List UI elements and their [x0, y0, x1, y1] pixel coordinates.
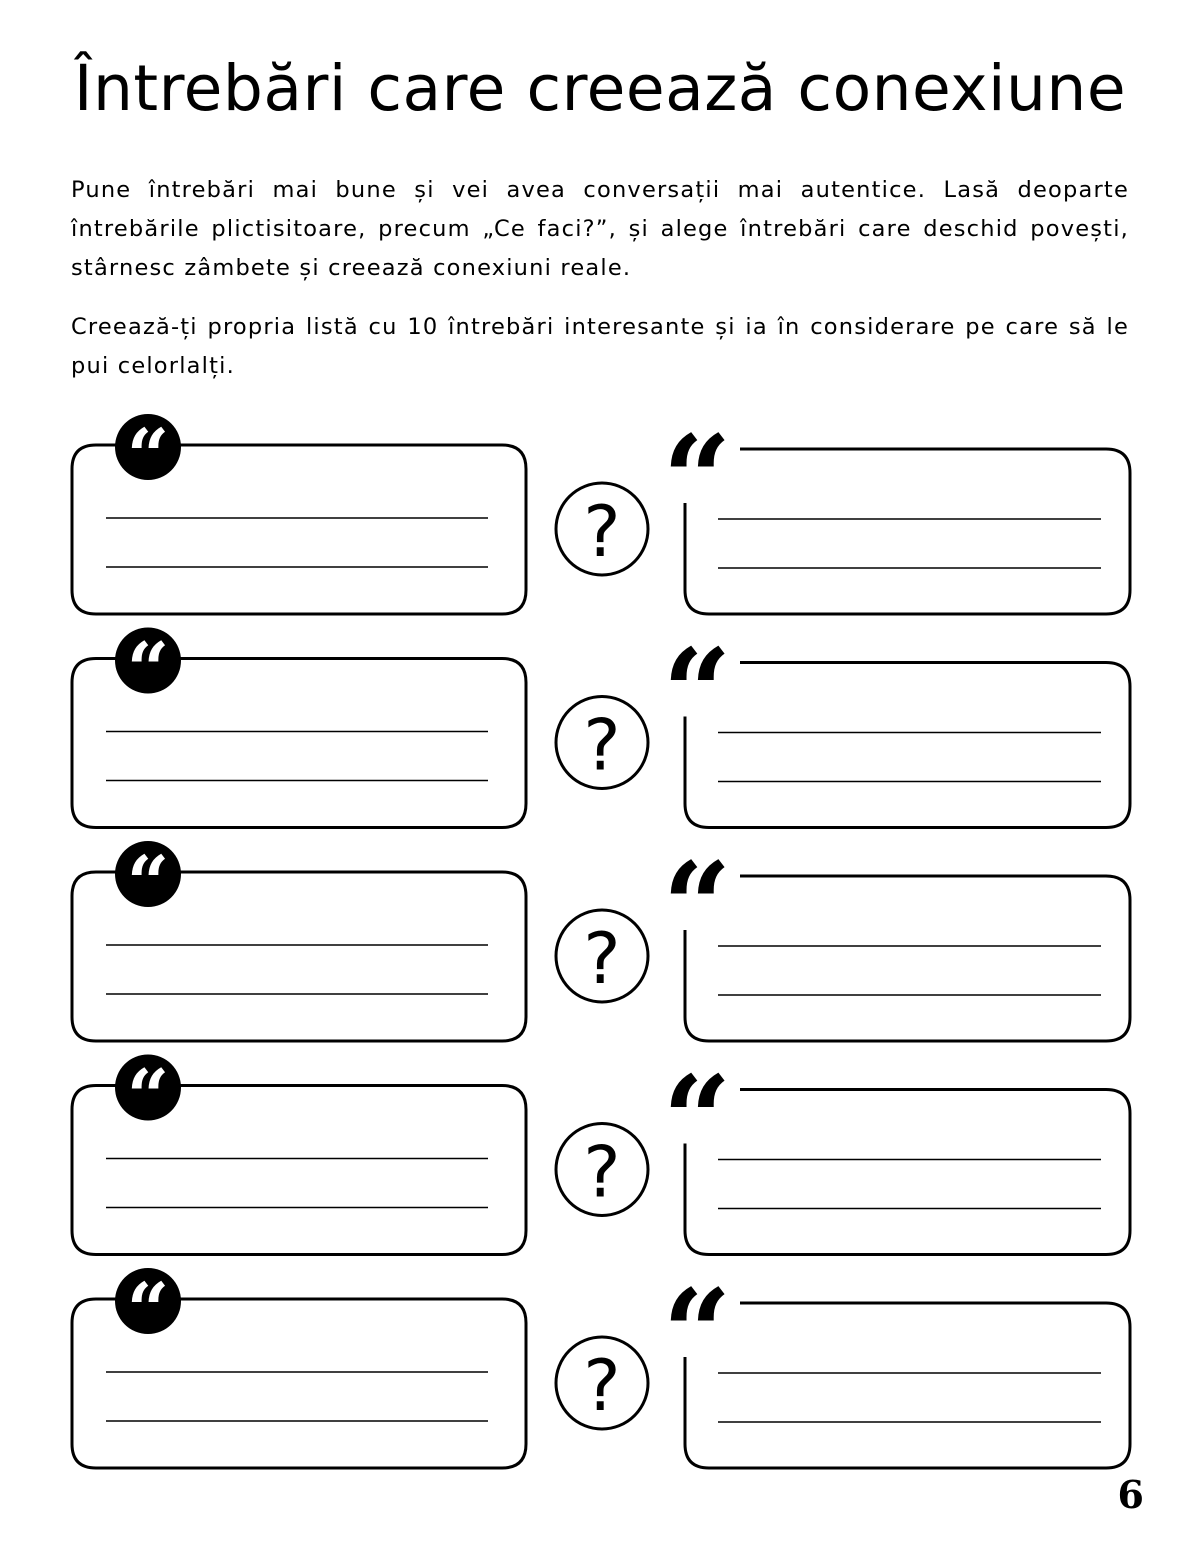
- question-circle-icon: [556, 1337, 648, 1429]
- right-answer-box: [685, 663, 1130, 828]
- svg-text:“: “: [126, 841, 170, 927]
- question-circle-icon: [556, 910, 648, 1002]
- svg-text:?: ?: [583, 918, 621, 1000]
- question-circle-icon: [556, 697, 648, 789]
- quote-badge-icon: [115, 628, 181, 714]
- quote-mark-icon: “: [662, 1049, 732, 1191]
- page-title: Întrebări care creează conexiune: [73, 52, 1127, 125]
- quote-mark-icon: “: [662, 1263, 732, 1404]
- worksheet-row: [72, 623, 1130, 828]
- right-answer-box: [685, 876, 1130, 1041]
- svg-text:“: “: [126, 414, 170, 500]
- worksheet-row: [72, 1263, 1130, 1468]
- intro-paragraph: Pune întrebări mai bune și vei avea conversații mai autentice. Lasă deoparte întrebările plictisitoare, precum „Ce faci?”, și alege întrebări care deschid povești, stârnesc zâmbete și creează conexiuni reale.: [71, 177, 1129, 281]
- svg-text:“: “: [126, 1268, 170, 1354]
- svg-text:“: “: [126, 627, 170, 714]
- quote-mark-icon: “: [662, 836, 732, 977]
- svg-text:?: ?: [583, 1345, 621, 1427]
- question-circle-icon: [556, 483, 648, 575]
- svg-text:?: ?: [583, 1131, 621, 1214]
- quote-badge-icon: [115, 1268, 181, 1354]
- page-number: 6: [1117, 1472, 1144, 1517]
- svg-text:?: ?: [583, 704, 621, 787]
- question-circle-icon: [556, 1124, 648, 1216]
- worksheet-row: [72, 836, 1130, 1041]
- svg-text:?: ?: [583, 491, 621, 573]
- worksheet-row: [72, 1050, 1130, 1255]
- right-answer-box: [685, 1090, 1130, 1255]
- quote-badge-icon: [115, 414, 181, 500]
- quote-mark-icon: “: [662, 622, 732, 764]
- svg-text:“: “: [126, 1054, 170, 1141]
- worksheet-row: [72, 409, 1130, 614]
- quote-badge-icon: [115, 841, 181, 927]
- right-answer-box: [685, 1303, 1130, 1468]
- quote-badge-icon: [115, 1055, 181, 1141]
- right-answer-box: [685, 449, 1130, 614]
- quote-mark-icon: “: [662, 409, 732, 550]
- instruction-paragraph: Creează-ți propria listă cu 10 întrebări interesante și ia în considerare pe care să le pui celorlalți.: [71, 314, 1129, 379]
